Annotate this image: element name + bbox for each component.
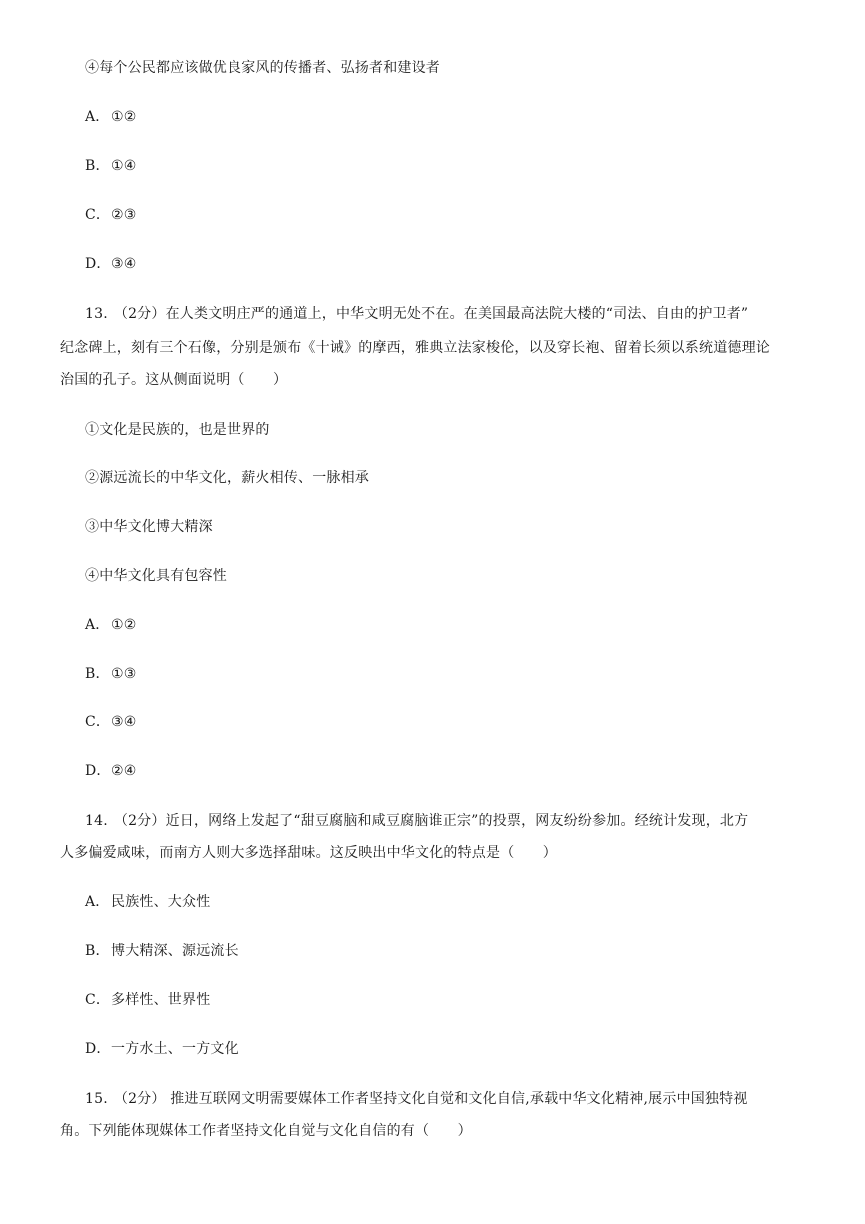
statement-4: ④中华文化具有包容性 [85, 568, 227, 584]
statement-line: ④每个公民都应该做优良家风的传播者、弘扬者和建设者 [85, 60, 440, 76]
question-number: 13. [85, 306, 108, 322]
option-b [85, 664, 137, 684]
question-text: （2分）近日，网络上发起了“甜豆腐脑和咸豆腐脑谁正宗”的投票，网友纷纷参加。经统计发现，北方 [113, 813, 749, 829]
option-text: ①② [111, 617, 137, 633]
option-text: ①② [111, 109, 137, 125]
question-13-line-3: 治国的孔子。这从侧面说明（ ） [60, 372, 288, 388]
option-letter: D． [85, 256, 111, 272]
option-letter: A． [85, 894, 110, 910]
question-15-line-2: 角。下列能体现媒体工作者坚持文化自觉与文化自信的有（ ） [60, 1123, 472, 1139]
option-letter: C． [85, 207, 111, 223]
option-letter: B． [85, 158, 110, 174]
option-text: ①③ [111, 666, 137, 682]
question-number: 15. [85, 1091, 108, 1107]
option-a [85, 615, 137, 635]
option-text: ②④ [111, 763, 137, 779]
option-text: 多样性、世界性 [111, 992, 211, 1008]
question-text: （2分） 推进互联网文明需要媒体工作者坚持文化自觉和文化自信,承载中华文化精神,展示中国独特视 [113, 1091, 748, 1107]
question-14-line-2: 人多偏爱咸味，而南方人则大多选择甜味。这反映出中华文化的特点是（ ） [60, 845, 557, 861]
statement-1: ①文化是民族的，也是世界的 [85, 422, 270, 438]
option-text: 一方水土、一方文化 [111, 1041, 239, 1057]
option-a [85, 892, 210, 912]
option-d [85, 254, 137, 274]
option-letter: D． [85, 763, 111, 779]
option-letter: C． [85, 992, 111, 1008]
option-text: 博大精深、源远流长 [111, 943, 239, 959]
question-14-line-1 [85, 811, 748, 831]
option-text: ③④ [111, 256, 137, 272]
option-letter: D． [85, 1041, 111, 1057]
option-letter: B． [85, 666, 110, 682]
option-letter: A． [85, 109, 110, 125]
option-letter: C． [85, 714, 111, 730]
option-text: ②③ [111, 207, 137, 223]
option-a [85, 107, 137, 127]
option-c [85, 712, 137, 732]
option-c [85, 990, 210, 1010]
option-letter: B． [85, 943, 110, 959]
question-number: 14. [85, 813, 108, 829]
option-letter: A． [85, 617, 110, 633]
question-13-line-2: 纪念碑上，刻有三个石像，分别是颁布《十诫》的摩西，雅典立法家梭伦，以及穿长袍、留着长须以系统道德理论 [60, 340, 770, 356]
option-d [85, 1039, 239, 1059]
statement-2: ②源远流长的中华文化，薪火相传、一脉相承 [85, 470, 369, 486]
option-text: ①④ [111, 158, 137, 174]
question-13-line-1 [85, 304, 748, 324]
option-text: 民族性、大众性 [111, 894, 211, 910]
option-d [85, 761, 137, 781]
statement-3: ③中华文化博大精深 [85, 519, 213, 535]
question-15-line-1 [85, 1089, 748, 1109]
option-b [85, 941, 239, 961]
option-text: ③④ [111, 714, 137, 730]
option-b [85, 156, 137, 176]
option-c [85, 205, 137, 225]
question-text: （2分）在人类文明庄严的通道上，中华文明无处不在。在美国最高法院大楼的“司法、自由的护卫者” [113, 306, 749, 322]
